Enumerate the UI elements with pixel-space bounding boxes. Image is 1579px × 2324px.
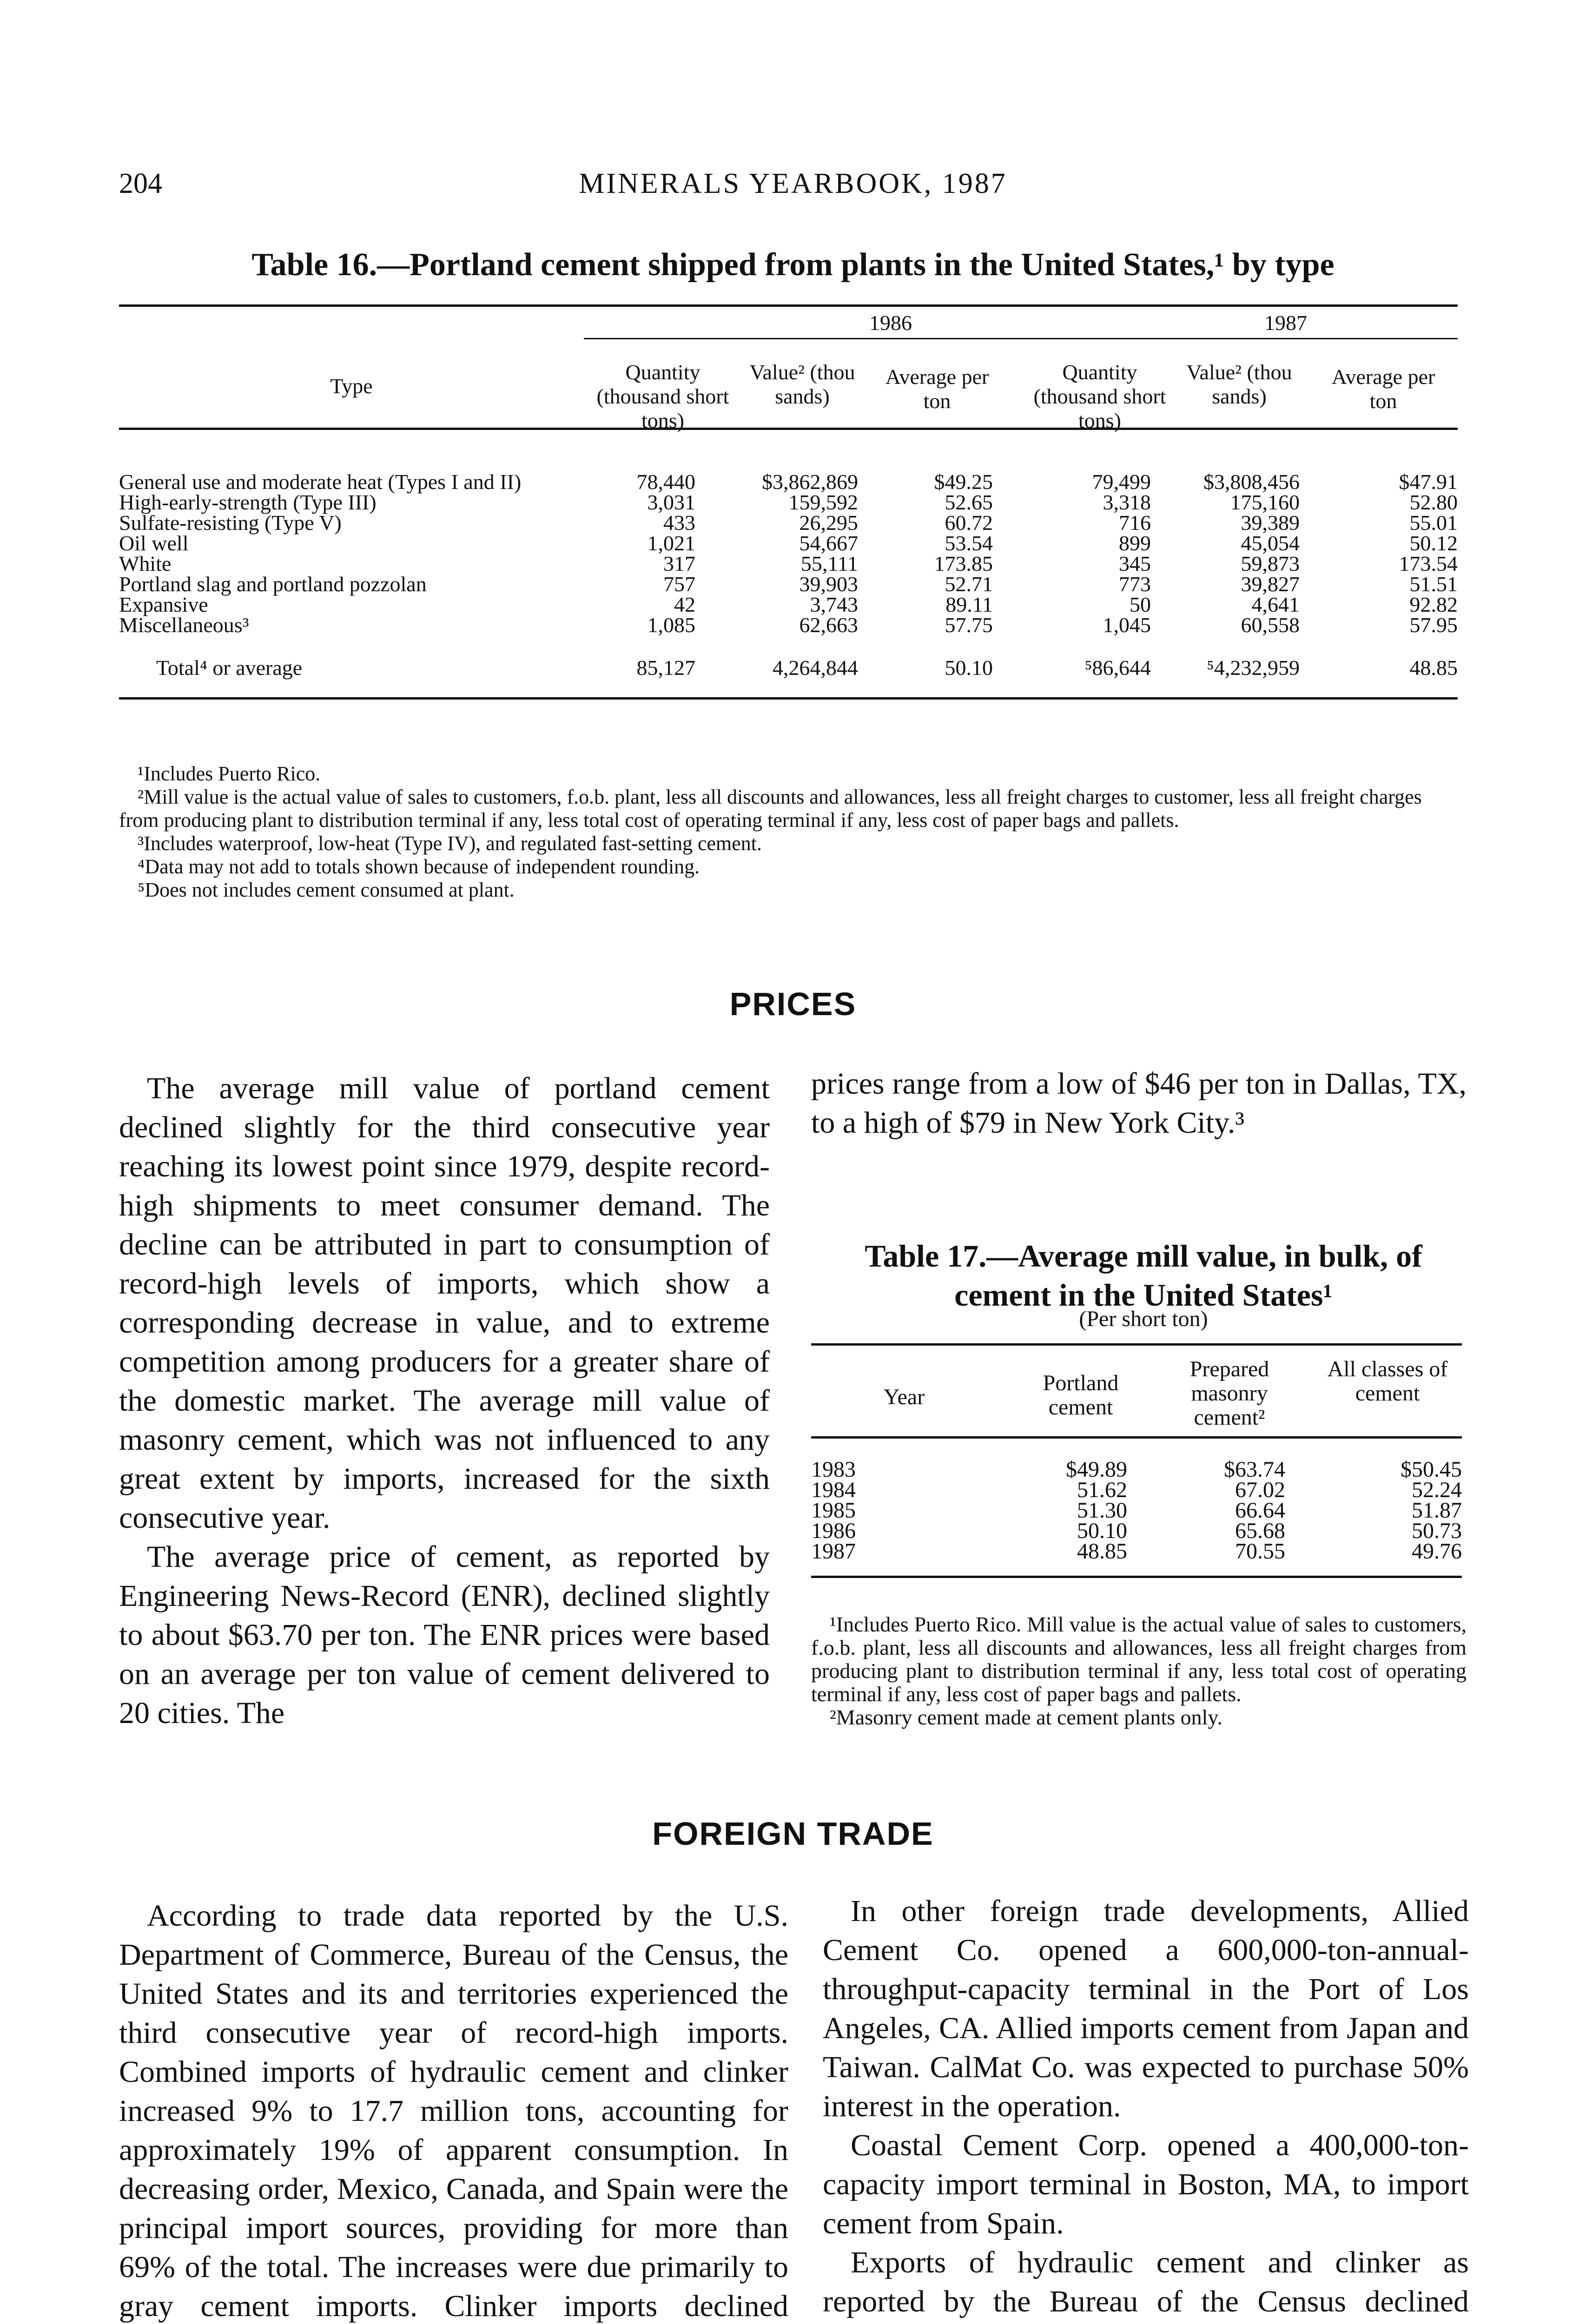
row-year: 1987 — [811, 1539, 856, 1564]
cell: $49.89 — [1066, 1457, 1127, 1482]
foreign-trade-left-column — [119, 1896, 788, 2324]
cell: 173.54 — [1399, 552, 1458, 575]
footnote: ²Mill value is the actual value of sales to customers, f.o.b. plant, less all discounts and allowances, less all freight charges to customer, less all freight charges from producing plant to distribution terminal if any, less total cost of operating terminal if any, less cost of paper bags and pallets. — [119, 786, 1422, 832]
table17 — [811, 1343, 1462, 1604]
header-rule — [811, 1436, 1462, 1439]
cell: 42 — [674, 593, 695, 616]
row-year: 1986 — [811, 1519, 856, 1543]
col-average-1986: Average per ton — [885, 365, 989, 413]
table17-caption: Table 17.—Average mill value, in bulk, of cement in the United States¹ — [865, 1238, 1422, 1313]
cell: 1,085 — [647, 613, 695, 637]
cell: 92.82 — [1409, 593, 1458, 616]
page-header — [119, 167, 1467, 214]
col-quantity-1987: Quantity (thousand short tons) — [1033, 360, 1166, 432]
table17-subtitle: (Per short ton) — [1079, 1307, 1208, 1331]
cell: 78,440 — [636, 470, 695, 494]
cell: 345 — [1119, 552, 1151, 575]
cell: 51.62 — [1077, 1478, 1127, 1502]
cell: 65.68 — [1235, 1519, 1285, 1543]
table-bottom-rule — [119, 697, 1458, 700]
cell: 1,045 — [1103, 613, 1151, 637]
cell: 899 — [1119, 531, 1151, 555]
header-rule — [119, 428, 1458, 430]
cell: 51.30 — [1077, 1498, 1127, 1523]
footnote: ⁴Data may not add to totals shown because of independent rounding. — [138, 855, 700, 878]
col-average-1987: Average per ton — [1331, 365, 1435, 413]
col-year: Year — [883, 1385, 925, 1409]
table-row — [119, 513, 1458, 533]
table16 — [119, 304, 1458, 723]
cell: $47.91 — [1399, 470, 1458, 494]
cell: 49.76 — [1412, 1539, 1462, 1564]
foreign-trade-heading: FOREIGN TRADE — [652, 1816, 934, 1852]
running-title: MINERALS YEARBOOK, 1987 — [579, 168, 1007, 199]
col-all-classes: All classes of cement — [1327, 1357, 1448, 1406]
cell: 757 — [663, 572, 695, 596]
cell: 53.54 — [945, 531, 993, 555]
cell: $3,862,869 — [762, 470, 858, 494]
table-row — [119, 574, 1458, 594]
footnote: ¹Includes Puerto Rico. — [138, 762, 321, 785]
cell: 52.71 — [945, 572, 993, 596]
cell: 54,667 — [799, 531, 858, 555]
prices-right-column — [811, 1064, 1467, 1142]
cell: 45,054 — [1241, 531, 1300, 555]
paragraph: The average mill value of portland cement declined slightly for the third consecutive year reaching its lowest point since 1979, despite record-high shipments to meet consumer demand. The decline can be attributed in part to consumption of record-high levels of imports, which show a corresponding decrease in value, and to extreme competition among producers for a greater share of the domestic market. The average mill value of masonry cement, which was not influenced to any great extent by imports, increased for the sixth consecutive year. — [119, 1071, 770, 1535]
cell: 70.55 — [1235, 1539, 1285, 1564]
cell: 52.80 — [1409, 490, 1458, 514]
cell: $50.45 — [1401, 1457, 1462, 1482]
cell: 773 — [1119, 572, 1151, 596]
col-portland: Portland cement — [1043, 1371, 1119, 1419]
cell: 59,873 — [1241, 552, 1300, 575]
prices-heading: PRICES — [729, 986, 857, 1022]
table-row — [119, 615, 1458, 635]
cell: 39,903 — [799, 572, 858, 596]
table-row — [811, 1500, 1462, 1521]
table-row — [811, 1521, 1462, 1541]
table-row — [811, 1480, 1462, 1500]
table-rule — [119, 304, 1458, 307]
cell: 433 — [663, 511, 695, 535]
col-masonry: Prepared masonry cement² — [1189, 1357, 1269, 1430]
col-value-1986: Value² (thou sands) — [749, 360, 855, 408]
cell: 317 — [663, 552, 695, 575]
cell: 1,021 — [647, 531, 695, 555]
footnote: ⁵Does not includes cement consumed at plant. — [138, 878, 515, 901]
paragraph: According to trade data reported by the U.S. Department of Commerce, Bureau of the Census, the United States and its and territories experienced the third consecutive year of record-high imports. Combined imports of hydraulic cement and clinker increased 9% to 17.7 million tons, accounting for approximately 19% of apparent consumption. In decreasing order, Mexico, Canada, and Spain were the principal import sources, providing for more than 69% of the total. The increases were due primarily to gray cement imports. Clinker imports declined — [119, 1899, 788, 2323]
cell: 51.51 — [1409, 572, 1458, 596]
cell: 3,743 — [810, 593, 858, 616]
total-row — [119, 658, 1458, 678]
cell: 3,031 — [647, 490, 695, 514]
row-year: 1983 — [811, 1457, 856, 1482]
table-row — [119, 492, 1458, 513]
cell: 39,389 — [1241, 511, 1300, 535]
cell: 67.02 — [1235, 1478, 1285, 1502]
cell: 60.72 — [945, 511, 993, 535]
table16-footnotes — [119, 762, 1458, 902]
cell: 57.95 — [1409, 613, 1458, 637]
cell: 51.87 — [1412, 1498, 1462, 1523]
cell: 89.11 — [945, 593, 993, 616]
cell: $63.74 — [1224, 1457, 1285, 1482]
table16-caption: Table 16.—Portland cement shipped from plants in the United States,¹ by type — [251, 247, 1335, 283]
cell: 3,318 — [1103, 490, 1151, 514]
cell: 48.85 — [1409, 656, 1458, 680]
cell: 50 — [1130, 593, 1151, 616]
cell: 50.12 — [1409, 531, 1458, 555]
row-type: Total⁴ or average — [156, 656, 303, 680]
year-1987-header: 1987 — [1264, 311, 1307, 335]
table-row — [811, 1459, 1462, 1480]
table-row — [119, 594, 1458, 615]
year-rule — [584, 338, 1458, 339]
paragraph: prices range from a low of $46 per ton in Dallas, TX, to a high of $79 in New York City.³ — [811, 1067, 1467, 1140]
cell: 66.64 — [1235, 1498, 1285, 1523]
cell: 50.73 — [1412, 1519, 1462, 1543]
footnote: ²Masonry cement made at cement plants only. — [830, 1705, 1222, 1729]
cell: 26,295 — [799, 511, 858, 535]
cell: 48.85 — [1077, 1539, 1127, 1564]
paragraph: In other foreign trade developments, Allied Cement Co. opened a 600,000-ton-annual-throughput-capacity terminal in the Port of Los Angeles, CA. Allied imports cement from Japan and Taiwan. CalMat Co. was expected to purchase 50% interest in the operation. — [823, 1894, 1469, 2123]
cell: 55,111 — [800, 552, 858, 575]
table-row — [119, 472, 1458, 492]
type-header: Type — [330, 374, 373, 398]
row-type: Miscellaneous³ — [119, 613, 249, 637]
cell: 55.01 — [1409, 511, 1458, 535]
row-year: 1985 — [811, 1498, 856, 1523]
row-type: Portland slag and portland pozzolan — [119, 572, 427, 596]
foreign-trade-right-column — [823, 1892, 1469, 2324]
table-bottom-rule — [811, 1576, 1462, 1578]
paragraph: The average price of cement, as reported by Engineering News-Record (ENR), declined slightly to about $63.70 per ton. The ENR prices were based on an average per ton value of cement delivered to 20 cities. The — [119, 1540, 770, 1730]
table-rule — [811, 1343, 1462, 1346]
col-quantity-1986: Quantity (thousand short tons) — [596, 360, 729, 432]
row-type: Expansive — [119, 593, 208, 616]
cell: 79,499 — [1092, 470, 1151, 494]
col-value-1987: Value² (thou sands) — [1186, 360, 1292, 408]
row-type: White — [119, 552, 172, 575]
footnote: ³Includes waterproof, low-heat (Type IV), and regulated fast-setting cement. — [138, 832, 762, 855]
row-year: 1984 — [811, 1478, 856, 1502]
row-type: Sulfate-resisting (Type V) — [119, 511, 342, 535]
paragraph: Coastal Cement Corp. opened a 400,000-ton-capacity import terminal in Boston, MA, to import cement from Spain. — [823, 2128, 1469, 2240]
cell: 175,160 — [1230, 490, 1300, 514]
cell: 4,641 — [1251, 593, 1300, 616]
cell: 50.10 — [1077, 1519, 1127, 1543]
cell: ⁵86,644 — [1084, 656, 1151, 680]
cell: 52.65 — [945, 490, 993, 514]
table-row — [119, 554, 1458, 574]
year-1986-header: 1986 — [869, 311, 912, 335]
table-row — [119, 533, 1458, 554]
footnote: ¹Includes Puerto Rico. Mill value is the actual value of sales to customers, f.o.b. plant, less all discounts and allowances, less all freight charges from producing plant to distribution terminal if any, less total cost of operating terminal if any, less cost of paper bags and pallets. — [811, 1612, 1467, 1706]
row-type: Oil well — [119, 531, 189, 555]
table-row — [811, 1541, 1462, 1562]
cell: 62,663 — [799, 613, 858, 637]
cell: 716 — [1119, 511, 1151, 535]
table17-footnotes — [811, 1613, 1467, 1729]
cell: 52.24 — [1412, 1478, 1462, 1502]
cell: 39,827 — [1241, 572, 1300, 596]
cell: 60,558 — [1241, 613, 1300, 637]
cell: $3,808,456 — [1203, 470, 1300, 494]
cell: 57.75 — [945, 613, 993, 637]
row-type: General use and moderate heat (Types I and II) — [119, 470, 522, 494]
cell: ⁵4,232,959 — [1206, 656, 1300, 680]
prices-left-column — [119, 1069, 770, 1733]
cell: 4,264,844 — [773, 656, 858, 680]
cell: 85,127 — [636, 656, 695, 680]
cell: 173.85 — [934, 552, 993, 575]
page-number: 204 — [119, 168, 162, 199]
paragraph: Exports of hydraulic cement and clinker as reported by the Bureau of the Census declined — [823, 2245, 1469, 2318]
cell: 50.10 — [945, 656, 993, 680]
row-type: High-early-strength (Type III) — [119, 490, 377, 514]
cell: 159,592 — [788, 490, 858, 514]
cell: $49.25 — [934, 470, 993, 494]
